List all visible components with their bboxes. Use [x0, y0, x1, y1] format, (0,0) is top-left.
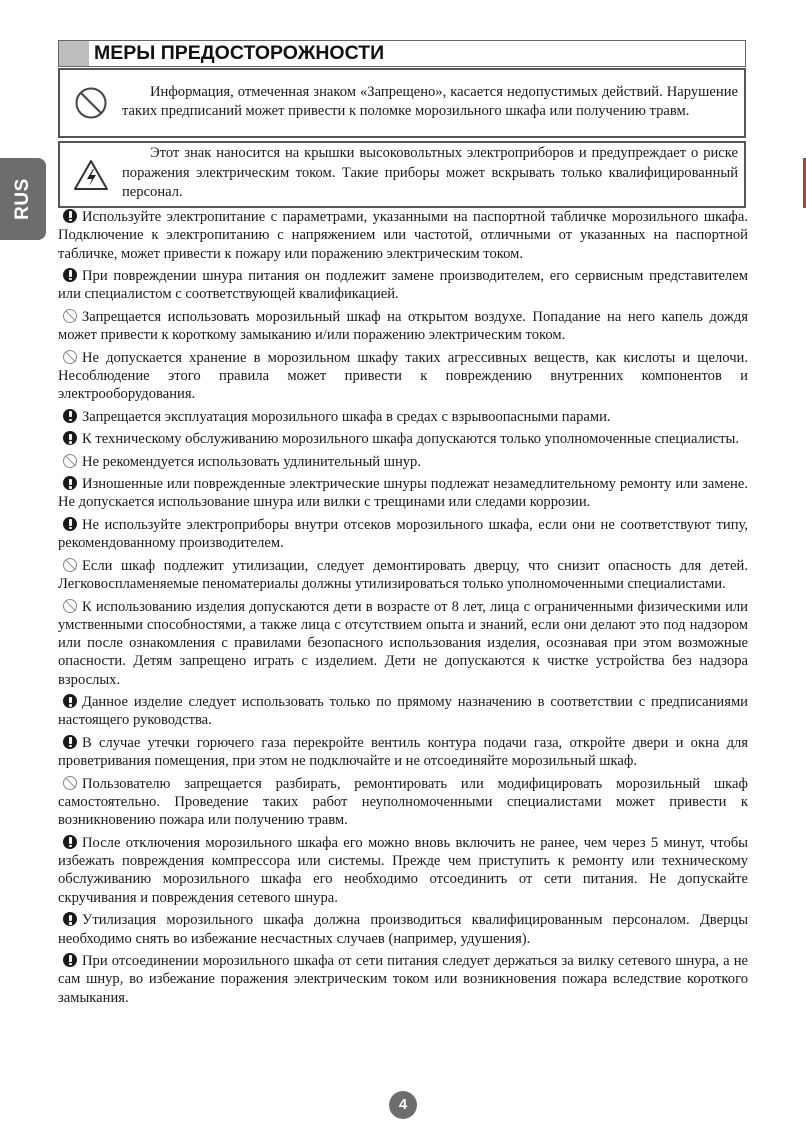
safety-rule: [58, 516, 748, 553]
safety-rule-text: В случае утечки горючего газа перекройте вентиль контура подачи газа, откройте двери и окна для проветривания помещения, при этом не подключайте и не отсоединяйте морозильный шкаф.: [58, 734, 748, 770]
mandatory-exclamation-icon: [63, 409, 77, 423]
safety-rule-text: После отключения морозильного шкафа его можно вновь включить не ранее, чем через 5 минут, чтобы избежать повреждения компрессора или системы. Прежде чем приступить к ремонту или техническому обслуживанию морозильного шкафа его необходимо отсоединить от сети питания. Не допускайте скручивания и повреждения сетевого шнура.: [58, 834, 748, 906]
safety-rule-text: Утилизация морозильного шкафа должна производиться квалифицированным персоналом. Дверцы необходимо снять во избежание несчастных случаев (например, удушения).: [58, 912, 748, 947]
mandatory-exclamation-icon: [63, 431, 77, 445]
safety-rule-text: При отсоединении морозильного шкафа от сети питания следует держаться за вилку сетевого шнура, а не сам шнур, во избежание поражения электрическим током или возникновения пожара вследствие короткого замыкания.: [58, 952, 748, 1006]
safety-rule-text: Данное изделие следует использовать только по прямому назначению в соответствии с предписаниями настоящего руководства.: [58, 694, 748, 729]
safety-rule: [58, 775, 748, 830]
safety-rule-text: Если шкаф подлежит утилизации, следует демонтировать дверцу, что снизит опасность для детей. Легковоспламеняемые пеноматериалы должны утилизироваться только уполномоченными специалистами.: [58, 557, 748, 593]
prohibition-notice-text: Информация, отмеченная знаком «Запрещено», касается недопустимых действий. Нарушение таких предписаний может привести к поломке морозильного шкафа или получению травм.: [122, 83, 738, 119]
safety-rule: [58, 349, 748, 404]
mandatory-exclamation-icon: [63, 835, 77, 849]
safety-rule: [58, 834, 748, 907]
prohibition-icon: [63, 309, 77, 323]
safety-rule: [58, 267, 748, 304]
prohibition-icon: [63, 776, 77, 790]
mandatory-exclamation-icon: [63, 953, 77, 967]
safety-rule: [58, 693, 748, 730]
mandatory-exclamation-icon: [63, 209, 77, 223]
safety-rule-text: Изношенные или поврежденные электрические шнуры подлежат незамедлительному ремонту или замене. Не допускается использование шнура или вилки с трещинами или следами коррозии.: [58, 476, 748, 511]
language-tab-label: RUS: [12, 178, 33, 220]
safety-rule-text: Запрещается эксплуатация морозильного шкафа в средах с взрывоопасными парами.: [82, 408, 611, 425]
language-tab: [0, 158, 46, 240]
mandatory-exclamation-icon: [63, 517, 77, 531]
header-shade-block: [59, 41, 89, 66]
safety-rule: [58, 911, 748, 948]
safety-rule: [58, 557, 748, 594]
safety-rule-text: Не допускается хранение в морозильном шкафу таких агрессивных веществ, как кислоты и щелочи. Несоблюдение этого правила может привести к повреждению внутренних компонентов и электрооборудования.: [58, 349, 748, 403]
safety-rule-text: К техническому обслуживанию морозильного шкафа допускаются только уполномоченные специалисты.: [82, 431, 739, 448]
prohibition-icon: [63, 558, 77, 572]
prohibition-icon: [63, 350, 77, 364]
prohibition-notice-box: [58, 68, 746, 138]
safety-rule-text: Запрещается использовать морозильный шкаф на открытом воздухе. Попадание на него капель дождя может привести к короткому замыканию и/или поражению электрическим током.: [58, 308, 748, 344]
safety-rule: [58, 598, 748, 689]
voltage-notice-box: [58, 141, 746, 208]
prohibition-icon: [60, 86, 122, 120]
safety-rule: [58, 952, 748, 1007]
safety-rule: [58, 453, 748, 471]
safety-rule: [58, 408, 748, 426]
high-voltage-warning-icon: [60, 159, 122, 191]
mandatory-exclamation-icon: [63, 268, 77, 282]
safety-rule-text: Не рекомендуется использовать удлинительный шнур.: [82, 453, 421, 470]
safety-rule: [58, 734, 748, 771]
page-title: МЕРЫ ПРЕДОСТОРОЖНОСТИ: [94, 42, 385, 64]
safety-rule: [58, 430, 748, 448]
mandatory-exclamation-icon: [63, 694, 77, 708]
safety-rule-text: Не используйте электроприборы внутри отсеков морозильного шкафа, если они не соответствуют типу, рекомендованному производителем.: [58, 516, 748, 552]
voltage-notice-text: Этот знак наносится на крышки высоковольтных электроприборов и предупреждает о риске поражения электрическим током. Такие приборы может вскрывать только квалифицированный персонал.: [122, 145, 738, 201]
mandatory-exclamation-icon: [63, 735, 77, 749]
safety-rule-text: При повреждении шнура питания он подлежит замене производителем, его сервисным представителем или специалистом с соответствующей квалификацией.: [58, 268, 748, 303]
safety-rule-text: К использованию изделия допускаются дети в возрасте от 8 лет, лица с ограниченными физическими или умственными способностями, а также лица с отсутствием опыта и знаний, если они делают это под надзором или после ознакомления с правилами безопасного использования изделия, осознавая при этом возможные опасности. Детям запрещено играть с изделием. Дети не допускаются к чистке устройства без надзора взрослых.: [58, 598, 748, 688]
safety-rule-text: Используйте электропитание с параметрами, указанными на паспортной табличке морозильного шкафа. Подключение к электропитанию с напряжением или частотой, отличными от указанных на паспортной табличке, может привести к пожару или поражению электрическим током.: [58, 209, 748, 262]
safety-rule-text: Пользователю запрещается разбирать, ремонтировать или модифицировать морозильный шкаф самостоятельно. Проведение таких работ неуполномоченными специалистами может привести к возникновению пожара или получению травм.: [58, 775, 748, 829]
safety-rules-list: [58, 208, 748, 1011]
safety-rule: [58, 308, 748, 345]
safety-rule: [58, 475, 748, 512]
prohibition-icon: [63, 599, 77, 613]
safety-rule: [58, 208, 748, 263]
prohibition-icon: [63, 454, 77, 468]
page-number: 4: [389, 1091, 417, 1119]
mandatory-exclamation-icon: [63, 476, 77, 490]
mandatory-exclamation-icon: [63, 912, 77, 926]
section-header: [58, 40, 746, 67]
